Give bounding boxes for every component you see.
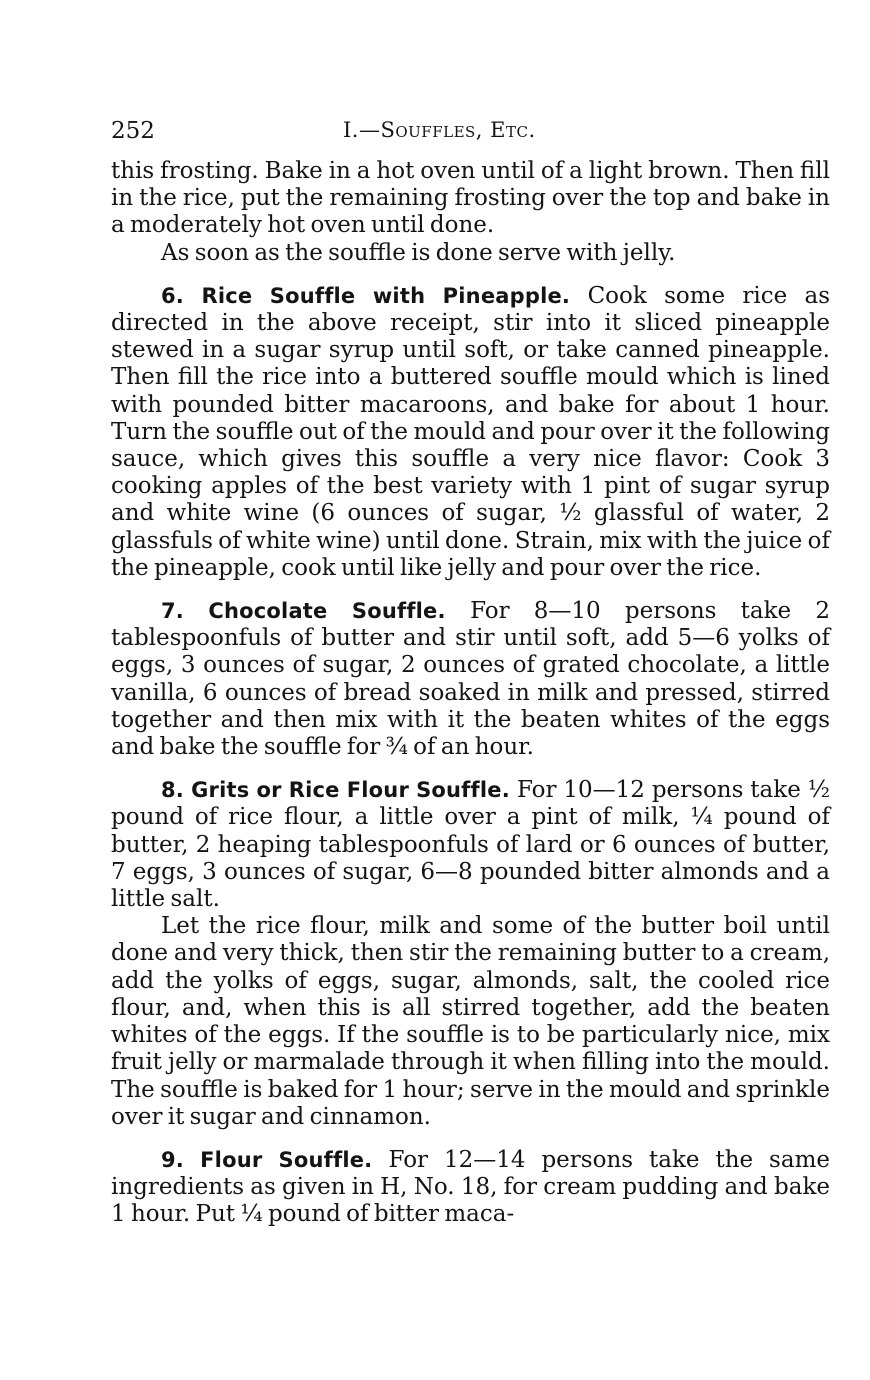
recipe-title: 9. Flour Souffle. bbox=[161, 1147, 389, 1172]
recipe-grits-rice-flour-souffle bbox=[111, 777, 830, 913]
running-head: I.—Souffles, Etc. bbox=[343, 118, 536, 142]
recipe-text: Cook some rice as directed in the above receipt, stir into it sliced pineapple stewed in a sugar syrup until soft, or take canned pineapple. Then fill the rice into a buttered souffle mould which is lined with pounded bitter macaroons, and bake for about 1 hour. Turn the souffle out of the mould and pour over it the following sauce, which gives this souffle a very nice flavor: Cook 3 cooking apples of the best variety with 1 pint of sugar syrup and white wine (6 ounces of sugar, ½ glassful of water, 2 glassfuls of white wine) until done. Strain, mix with the juice of the pineapple, cook until like jelly and pour over the rice. bbox=[111, 282, 831, 581]
paragraph-text: As soon as the souffle is done serve with jelly. bbox=[161, 239, 676, 266]
recipe-chocolate-souffle bbox=[111, 598, 830, 761]
recipe-rice-souffle-pineapple bbox=[111, 283, 830, 582]
recipe-text: For 12—14 persons take the same ingredients as given in H, No. 18, for cream pudding and bake 1 hour. Put ¼ pound of bitter maca- bbox=[111, 1146, 830, 1228]
recipe-title: 8. Grits or Rice Flour Souffle. bbox=[161, 778, 517, 803]
page-number: 252 bbox=[111, 118, 155, 144]
paragraph-continuation bbox=[111, 158, 830, 240]
recipe-flour-souffle bbox=[111, 1147, 830, 1229]
page-header bbox=[111, 118, 830, 148]
paragraph-text: Let the rice flour, milk and some of the butter boil until done and very thick, then stir the remaining butter to a cream, add the yolks of eggs, sugar, almonds, salt, the cooled rice flour, and, when this is all stirred together, add the beaten whites of the eggs. If the souffle is to be particularly nice, mix fruit jelly or marmalade through it when filling into the mould. The souffle is baked for 1 hour; serve in the mould and sprinkle over it sugar and cinnamon. bbox=[111, 913, 830, 1130]
recipe-title: 6. Rice Souffle with Pineapple. bbox=[161, 283, 588, 308]
recipe-title: 7. Chocolate Souffle. bbox=[161, 599, 471, 624]
paragraph-text: this frosting. Bake in a hot oven until of a light brown. Then fill in the rice, put the remaining frosting over the top and bake in a moderately hot oven until done. bbox=[111, 158, 830, 239]
paragraph-serve-note bbox=[111, 240, 830, 267]
recipe-text: For 10—12 persons take ½ pound of rice flour, a little over a pint of milk, ¼ pound of butter, 2 heaping tablespoonfuls of lard or 6 ounces of butter, 7 eggs, 3 ounces of sugar, 6—8 pounded bitter almonds and a little salt. bbox=[111, 777, 830, 913]
recipe-grits-method bbox=[111, 913, 830, 1131]
recipe-text: For 8—10 persons take 2 tablespoonfuls of butter and stir until soft, add 5—6 yolks of eggs, 3 ounces of sugar, 2 ounces of grated chocolate, a little vanilla, 6 ounces of bread soaked in milk and pressed, stirred together and then mix with it the beaten whites of the eggs and bake the souffle for ¾ of an hour. bbox=[111, 598, 830, 761]
